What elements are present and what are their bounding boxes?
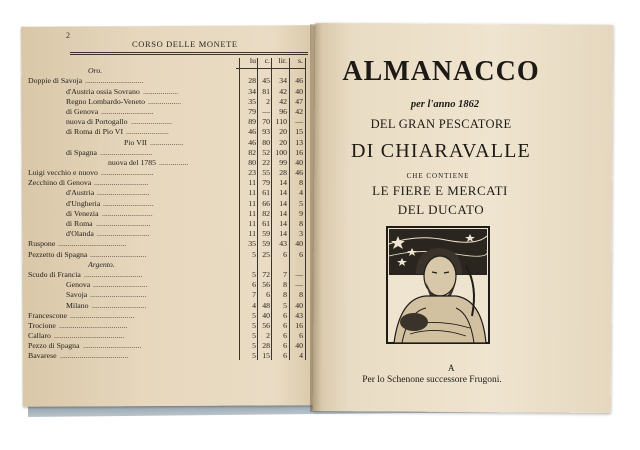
leader-dots: ............................ xyxy=(96,219,151,228)
table-row xyxy=(28,76,308,86)
value-cell: 34 xyxy=(248,86,256,96)
coin-name: Pezzo di Spagna xyxy=(28,341,80,351)
leader-dots: ............... xyxy=(159,157,189,167)
value-cell: 6 xyxy=(266,290,270,300)
value-cell: 2 xyxy=(266,331,270,341)
coin-name: d'Ungheria xyxy=(66,198,101,208)
leader-dots: .......................... xyxy=(102,208,153,218)
leader-dots: ................. xyxy=(150,137,184,147)
leader-dots: ................................. xyxy=(70,310,135,320)
value-cell: 59 xyxy=(262,229,270,239)
leader-dots: .............................. xyxy=(83,341,142,351)
value-cell: 9 xyxy=(299,208,303,218)
value-cell: 11 xyxy=(248,229,256,239)
value-cell: 4 xyxy=(252,300,256,310)
table-top-rule-2 xyxy=(70,54,308,55)
table-row xyxy=(28,178,308,188)
coin-name: Callaro xyxy=(28,331,51,341)
value-cell: 47 xyxy=(295,96,303,106)
fairs-line: LE FIERE E MERCATI xyxy=(372,183,508,198)
value-cell: 66 xyxy=(262,198,270,208)
value-cell: 110 xyxy=(275,117,287,127)
table-row xyxy=(28,117,308,127)
leader-dots: ............................ xyxy=(93,280,148,290)
leader-dots: ............................ xyxy=(94,178,149,188)
value-cell: 28 xyxy=(262,341,270,351)
value-cell: 8 xyxy=(283,280,287,290)
table-row xyxy=(28,301,308,311)
printer-imprint: Per lo Schenone successore Frugoni. xyxy=(362,375,502,385)
column-divider xyxy=(257,58,258,360)
value-cell: 2 xyxy=(266,96,270,106)
leader-dots: ........................... xyxy=(97,188,150,198)
value-cell: 14 xyxy=(279,198,287,208)
leader-dots: ............................ xyxy=(92,300,147,310)
value-cell: 43 xyxy=(279,239,287,249)
value-cell: 6 xyxy=(252,280,256,290)
coin-name: nuova del 1785 xyxy=(108,157,157,167)
value-cell: 5 xyxy=(252,320,256,330)
coin-name: Regno Lombardo-Veneto xyxy=(66,96,146,106)
table-row xyxy=(28,331,308,341)
value-cell: 42 xyxy=(279,96,287,106)
value-cell: 34 xyxy=(279,76,287,86)
value-cell: 40 xyxy=(295,239,303,249)
value-cell: 42 xyxy=(279,86,287,96)
column-header: lir. xyxy=(278,56,287,65)
coin-name: d'Austria ossia Sovrano xyxy=(66,86,140,96)
table-row xyxy=(28,280,308,290)
value-cell: 6 xyxy=(299,331,303,341)
woodcut-fisherman-illustration xyxy=(386,226,490,344)
table-row xyxy=(28,97,308,107)
value-cell: 35 xyxy=(248,239,256,249)
value-cell: 14 xyxy=(279,208,287,218)
value-cell: 79 xyxy=(248,106,256,116)
table-row xyxy=(28,148,308,158)
header-rule xyxy=(236,68,306,69)
coin-name: d'Austria xyxy=(66,188,95,198)
value-cell: 80 xyxy=(262,137,270,147)
table-row xyxy=(28,188,308,198)
value-cell: 15 xyxy=(262,351,270,361)
value-cell: 13 xyxy=(295,137,303,147)
value-cell: 11 xyxy=(248,198,256,208)
value-cell: 72 xyxy=(262,269,270,279)
leader-dots: ........................... xyxy=(101,168,154,178)
value-cell: 28 xyxy=(248,76,256,86)
coin-name: di Genova xyxy=(66,106,99,116)
value-cell: — xyxy=(295,117,303,127)
almanac-title: ALMANACCO xyxy=(342,56,540,87)
subtitle-line: DEL GRAN PESCATORE xyxy=(370,117,512,131)
value-cell: 82 xyxy=(262,208,270,218)
value-cell: — xyxy=(262,106,270,116)
coin-name: Milano xyxy=(66,300,89,310)
coin-name: Ruspone xyxy=(28,239,56,249)
coin-name: di Roma xyxy=(66,219,93,228)
value-cell: 5 xyxy=(252,331,256,341)
leader-dots: .............................. xyxy=(84,269,143,279)
value-cell: 45 xyxy=(262,76,270,86)
value-cell: 70 xyxy=(262,117,270,127)
table-row xyxy=(28,87,308,97)
value-cell: 6 xyxy=(283,249,287,259)
coin-name: di Venezia xyxy=(66,208,99,218)
leader-dots: ............................. xyxy=(90,290,147,300)
table-row xyxy=(28,209,308,219)
coin-name: Argento. xyxy=(88,259,115,269)
coin-name: Bavarese xyxy=(28,351,57,361)
value-cell: 40 xyxy=(295,300,303,310)
place-name: DI CHIARAVALLE xyxy=(351,140,531,162)
value-cell: 42 xyxy=(295,106,303,116)
value-cell: 52 xyxy=(262,147,270,157)
value-cell: 93 xyxy=(262,127,270,137)
value-cell: 59 xyxy=(262,239,270,249)
value-cell: 40 xyxy=(262,310,270,320)
value-cell: — xyxy=(295,269,303,279)
value-cell: 11 xyxy=(248,208,256,218)
table-row xyxy=(28,229,308,239)
page-number: 2 xyxy=(66,31,70,40)
coin-name: Doppie di Savoja xyxy=(28,76,83,86)
column-divider xyxy=(271,58,272,360)
value-cell: 46 xyxy=(295,76,303,86)
leader-dots: ...................... xyxy=(126,127,169,137)
coin-name: nuova di Portogallo xyxy=(66,117,128,127)
leader-dots: ................................... xyxy=(60,351,129,361)
value-cell: 40 xyxy=(295,157,303,167)
value-cell: 5 xyxy=(299,198,303,208)
leader-dots: ........................... xyxy=(100,147,153,157)
table-row xyxy=(28,321,308,331)
coin-name: Scudo di Francia xyxy=(28,269,81,279)
value-cell: 61 xyxy=(262,188,270,198)
leader-dots: .......................... xyxy=(103,198,154,208)
table-row xyxy=(28,290,308,300)
coin-name: Savoja xyxy=(66,290,88,300)
leader-dots: .................. xyxy=(143,86,179,96)
value-cell: 8 xyxy=(299,178,303,188)
value-cell: 28 xyxy=(279,168,287,178)
column-header: s. xyxy=(298,56,303,65)
value-cell: 8 xyxy=(299,290,303,300)
value-cell: 46 xyxy=(248,127,256,137)
coin-name: di Roma di Pio VI xyxy=(66,127,124,137)
value-cell: 20 xyxy=(279,137,287,147)
leader-dots: ........................... xyxy=(97,229,150,239)
value-cell: 6 xyxy=(283,341,287,351)
value-cell: 8 xyxy=(299,219,303,228)
leader-dots: ............................. xyxy=(90,249,147,259)
value-cell: 55 xyxy=(262,168,270,178)
contents-line: CHE CONTIENE xyxy=(406,172,470,180)
value-cell: 6 xyxy=(283,310,287,320)
value-cell: 40 xyxy=(295,86,303,96)
table-row xyxy=(28,311,308,321)
year-line: per l'anno 1862 xyxy=(410,99,480,110)
table-row xyxy=(28,341,308,351)
coin-name: Pio VII xyxy=(124,137,148,147)
value-cell: 99 xyxy=(279,157,287,167)
column-divider xyxy=(289,58,290,360)
value-cell: 81 xyxy=(262,86,270,96)
value-cell: 5 xyxy=(252,269,256,279)
value-cell: 3 xyxy=(299,229,303,239)
value-cell: 15 xyxy=(295,127,303,137)
table-section-heading xyxy=(28,260,308,270)
value-cell: 48 xyxy=(262,300,270,310)
table-row xyxy=(28,107,308,117)
value-cell: 6 xyxy=(299,249,303,259)
coin-name: d'Olanda xyxy=(66,229,94,239)
value-cell: 89 xyxy=(248,117,256,127)
value-cell: 40 xyxy=(295,341,303,351)
coin-name: Genova xyxy=(66,280,91,290)
table-row xyxy=(28,250,308,260)
value-cell: 43 xyxy=(295,310,303,320)
value-cell: 11 xyxy=(248,188,256,198)
value-cell: 14 xyxy=(279,178,287,188)
table-header-row xyxy=(28,56,308,66)
value-cell: 56 xyxy=(262,280,270,290)
value-cell: 20 xyxy=(279,127,287,137)
coin-name: Trocione xyxy=(28,320,56,330)
coin-name: Oro. xyxy=(88,66,103,76)
table-row xyxy=(28,270,308,280)
value-cell: 11 xyxy=(248,178,256,188)
value-cell: 16 xyxy=(295,147,303,157)
value-cell: 4 xyxy=(299,188,303,198)
value-cell: 46 xyxy=(248,137,256,147)
value-cell: 35 xyxy=(248,96,256,106)
coin-table-title: CORSO DELLE MONETE xyxy=(132,39,238,49)
value-cell: 6 xyxy=(283,331,287,341)
value-cell: 11 xyxy=(248,219,256,228)
coin-name: Francescone xyxy=(28,310,67,320)
value-cell: 82 xyxy=(248,147,256,157)
value-cell: 100 xyxy=(275,147,287,157)
value-cell: 96 xyxy=(279,106,287,116)
table-row xyxy=(28,138,308,148)
value-cell: 14 xyxy=(279,229,287,239)
coin-name: Zecchino di Genova xyxy=(28,178,92,188)
value-cell: — xyxy=(295,280,303,290)
value-cell: 6 xyxy=(283,320,287,330)
value-cell: 5 xyxy=(252,249,256,259)
spine-shadow xyxy=(310,24,322,412)
duchy-line: DEL DUCATO xyxy=(397,202,485,217)
leader-dots: ..................... xyxy=(131,117,172,127)
value-cell: 5 xyxy=(252,310,256,320)
table-row xyxy=(28,158,308,168)
value-cell: 5 xyxy=(283,300,287,310)
table-row xyxy=(28,351,308,361)
value-cell: 80 xyxy=(248,157,256,167)
leader-dots: ................................... xyxy=(59,320,128,330)
value-cell: 6 xyxy=(283,351,287,361)
coin-exchange-table xyxy=(28,56,308,362)
table-top-rule xyxy=(70,52,308,53)
column-header: lu xyxy=(249,56,256,65)
value-cell: 61 xyxy=(262,219,270,228)
value-cell: 16 xyxy=(295,320,303,330)
column-divider xyxy=(305,58,306,360)
leader-dots: ................. xyxy=(148,96,182,106)
value-cell: 79 xyxy=(262,178,270,188)
coin-name: di Spagna xyxy=(66,147,97,157)
table-row xyxy=(28,219,308,229)
leader-dots: ........................... xyxy=(101,106,154,116)
coin-name: Pezzetto di Spagna xyxy=(28,249,88,259)
table-row xyxy=(28,168,308,178)
value-cell: 46 xyxy=(295,168,303,178)
leader-dots: ................................... xyxy=(58,239,127,249)
value-cell: 23 xyxy=(248,168,256,178)
value-cell: 5 xyxy=(252,351,256,361)
letter-a: A xyxy=(448,363,455,373)
value-cell: 25 xyxy=(262,249,270,259)
coin-name: Luigi vecchio e nuovo xyxy=(28,168,98,178)
value-cell: 5 xyxy=(252,341,256,351)
table-row xyxy=(28,199,308,209)
value-cell: 7 xyxy=(252,290,256,300)
value-cell: 22 xyxy=(262,157,270,167)
table-row xyxy=(28,127,308,137)
value-cell: 14 xyxy=(279,188,287,198)
value-cell: 14 xyxy=(279,219,287,228)
value-cell: 56 xyxy=(262,320,270,330)
table-row xyxy=(28,239,308,249)
value-cell: 4 xyxy=(299,351,303,361)
value-cell: 7 xyxy=(283,269,287,279)
leader-dots: .................................... xyxy=(54,331,125,341)
column-divider xyxy=(239,58,240,360)
leader-dots: .............................. xyxy=(85,76,144,86)
value-cell: 8 xyxy=(283,290,287,300)
column-header: c. xyxy=(264,56,270,65)
